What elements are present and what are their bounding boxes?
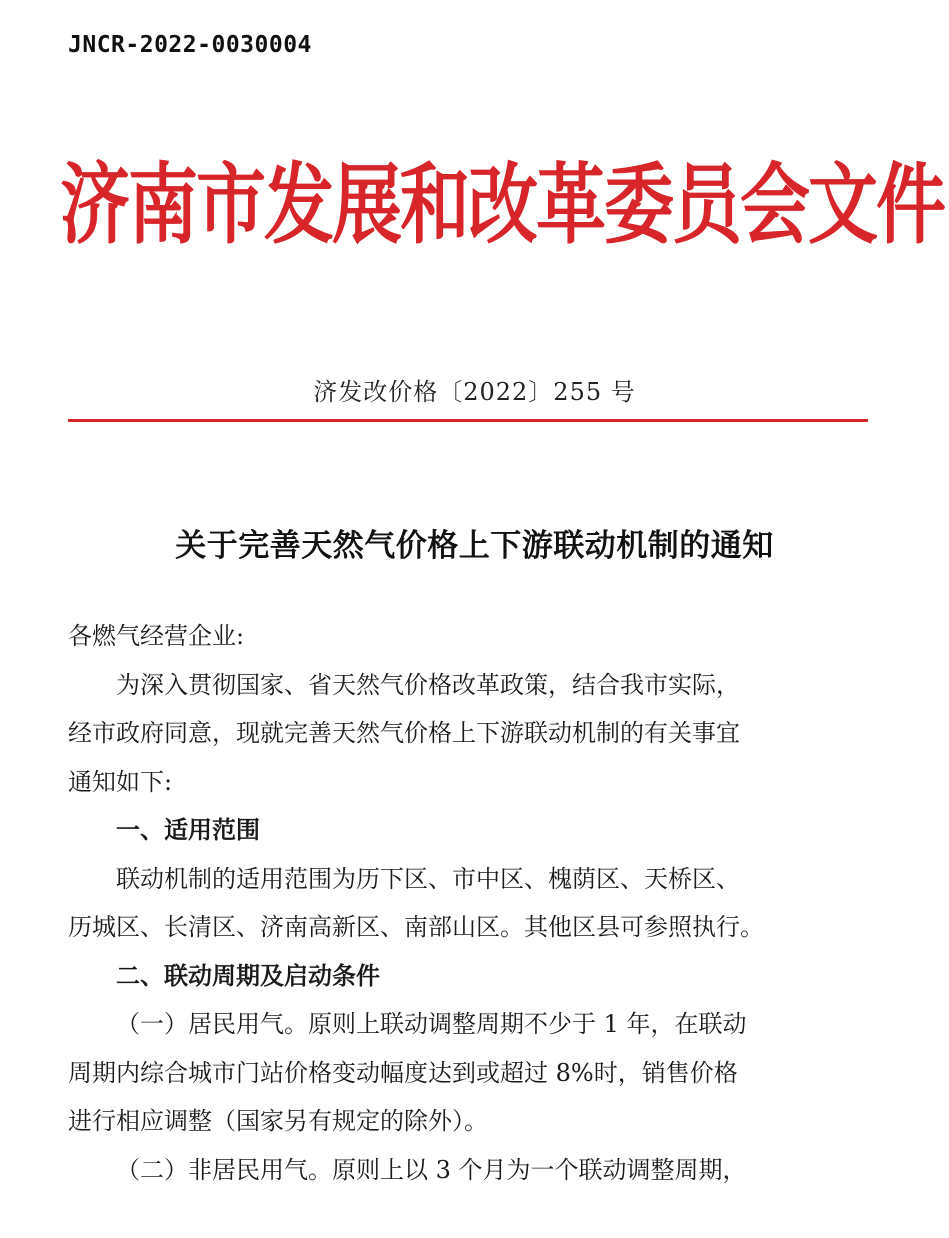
intro-line-3: 通知如下:: [68, 767, 173, 796]
section-2-item-1-line-2: 周期内综合城市门站价格变动幅度达到或超过 8%时，销售价格: [68, 1058, 738, 1087]
intro-paragraph: [68, 661, 868, 807]
section-1-heading: 一、适用范围: [116, 816, 260, 844]
issuer-header-title: 济南市发展和改革委员会文件: [60, 153, 944, 257]
section-2-item-1-line-1: （一）居民用气。原则上联动调整周期不少于 1 年，在联动: [116, 1010, 747, 1038]
document-number: 济发改价格〔2022〕255 号: [313, 378, 636, 406]
red-divider-line: [68, 419, 868, 422]
intro-line-1: 为深入贯彻国家、省天然气价格改革政策，结合我市实际，: [116, 670, 740, 699]
section-2-item-2-line-1: （二）非居民用气。原则上以 3 个月为一个联动调整周期，: [116, 1155, 747, 1184]
intro-line-2: 经市政府同意，现就完善天然气价格上下游联动机制的有关事宜: [68, 719, 740, 747]
document-code: JNCR-2022-0030004: [68, 32, 312, 58]
section-2-heading: 二、联动周期及启动条件: [116, 961, 380, 990]
section-1-line-2: 历城区、长清区、济南高新区、南部山区。其他区县可参照执行。: [68, 913, 764, 941]
section-2-item-1: [68, 1000, 868, 1146]
document-body: [68, 612, 868, 1194]
section-2-item-1-line-3: 进行相应调整（国家另有规定的除外）。: [68, 1107, 488, 1135]
section-1-line-1: 联动机制的适用范围为历下区、市中区、槐荫区、天桥区、: [116, 864, 740, 893]
section-1-paragraph: [68, 855, 868, 952]
notice-title: 关于完善天然气价格上下游联动机制的通知: [175, 528, 774, 564]
salutation: 各燃气经营企业:: [68, 622, 245, 650]
section-2-item-2: [68, 1146, 868, 1195]
